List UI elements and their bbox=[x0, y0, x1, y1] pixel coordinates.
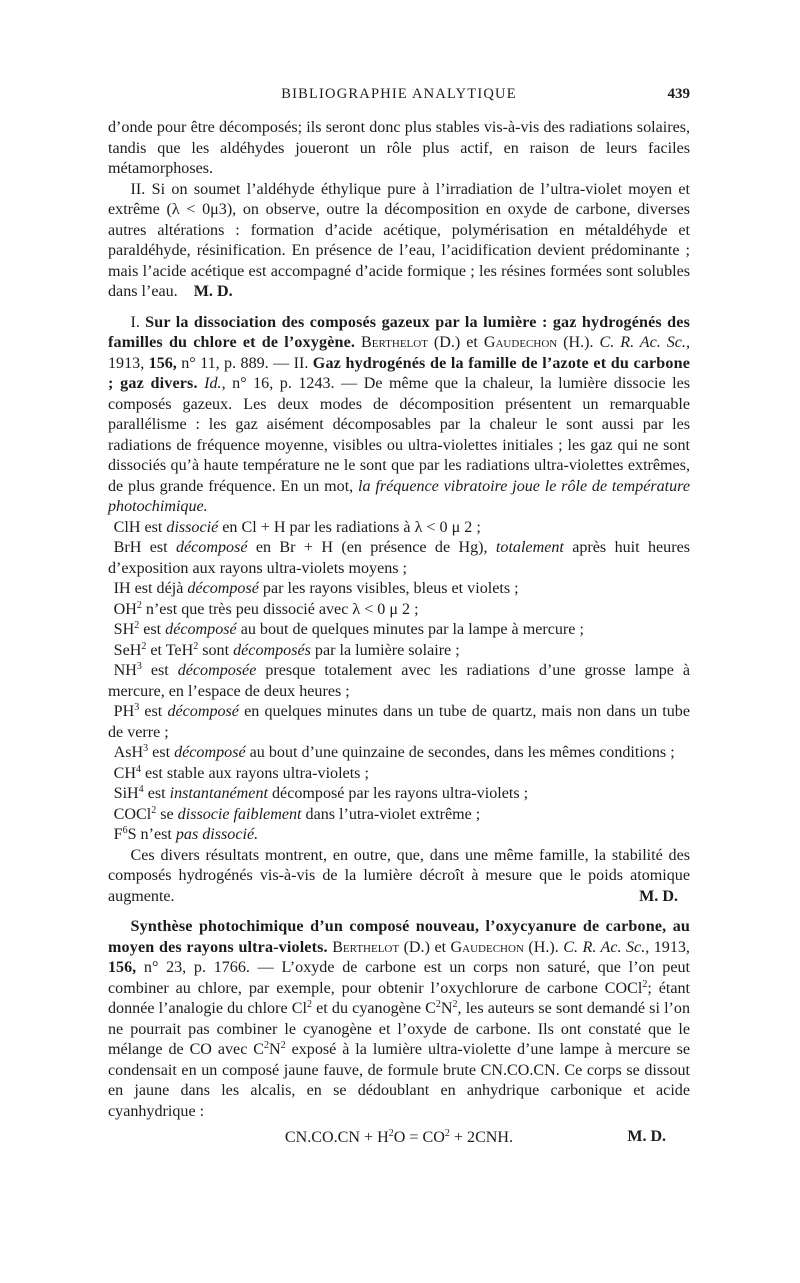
chemical-equation: $CN.CO.CN + H^2O = CO^2 + 2CNH$. M. D. bbox=[108, 1128, 690, 1149]
journal-name: C. R. Ac. Sc., bbox=[563, 938, 650, 956]
volume-number: 156, bbox=[148, 354, 177, 372]
list-item: ClH est dissocié en Cl + H par les radiations à λ < 0 μ 2 ; bbox=[113, 518, 481, 536]
signature: M. D. bbox=[193, 283, 233, 300]
page-body bbox=[108, 118, 690, 1149]
article-1-conclusion: Ces divers résultats montrent, en outre, que, dans une même famille, la stabilité des composés hydrogénés vis-à-vis de la lumière décroît à mesure que le poids atomique augmente. M. D. bbox=[108, 846, 690, 908]
list-item: SiH$^4$ est instantanément décomposé par les rayons ultra-violets ; bbox=[113, 784, 529, 802]
signature: M. D. bbox=[639, 887, 678, 905]
intro-paragraph-2: II. Si on soumet l’aldéhyde éthylique pure à l’irradiation de l’ultra-violet moyen et extrême (λ < 0μ3), on observe, outre la décomposition en oxyde de carbone, diverses autres altérations : formation d’acide acétique, polymérisation en métaldéhyde et paraldéhyde, résinification. En présence de l’eau, l’acidification devient prédominante ; mais l’acide acétique est accompagné d’acide formique ; les résines formées sont solubles dans l’eau. M. D. bbox=[108, 180, 690, 300]
list-item: SeH$^2$ et TeH$^2$ sont décomposés par la lumière solaire ; bbox=[113, 640, 460, 659]
list-item: $SH^2$ est décomposé au bout de quelques minutes par la lampe à mercure ; bbox=[113, 620, 584, 638]
running-title: BIBLIOGRAPHIE ANALYTIQUE bbox=[281, 86, 517, 102]
page-number: 439 bbox=[667, 86, 690, 102]
list-item: COCl$^2$ se dissocie faiblement dans l’utra-violet extrême ; bbox=[113, 804, 481, 823]
list-item: $PH^3$ est décomposé en quelques minutes dans un tube de quartz, mais non dans un tube de verre ; bbox=[108, 702, 690, 741]
author-name: Gaudechon bbox=[483, 334, 558, 351]
page-header bbox=[108, 86, 690, 110]
list-item: $F^6S$ n’est pas dissocié. bbox=[113, 825, 259, 843]
article-2-title: Synthèse photochimique d’un composé nouveau, l’oxycyanure de carbone, au moyen des rayons ultra-violets. bbox=[108, 918, 690, 956]
list-item: AsH$^3$ est décomposé au bout d’une quinzaine de secondes, dans les mêmes conditions ; bbox=[113, 743, 675, 761]
list-item: $NH^3$ est décomposée presque totalement avec les radiations d’une grosse lampe à mercure, en l’espace de deux heures ; bbox=[108, 661, 691, 700]
article-1-body: De même que la chaleur, la lumière dissocie les composés gazeux. Les deux modes de décomposition présentent un remarquable parallélisme : les gaz aisément décomposables par la chaleur le sont aussi par les radiations de fréquence moyenne, visibles ou ultra-violettes initiales ; les gaz qui ne sont dissociés qu’à haute température ne le sont que par les radiations ultra-violettes extrêmes, de plus grande fréquence. En un mot, bbox=[108, 375, 691, 495]
list-item: BrH est décomposé en Br + H (en présence de Hg), totalement après huit heures d’exposition aux rayons ultra-violets moyens ; bbox=[108, 539, 690, 577]
volume-number: 156, bbox=[108, 959, 137, 976]
list-item: IH est déjà décomposé par les rayons visibles, bleus et violets ; bbox=[113, 580, 519, 597]
article-1-title-2: Gaz hydrogénés de la famille de l’azote et du carbone ; gaz divers. bbox=[108, 354, 690, 392]
author-name: Berthelot bbox=[332, 938, 400, 956]
list-item: $OH^2$ n’est que très peu dissocié avec λ < 0 μ 2 ; bbox=[113, 599, 419, 618]
intro-paragraph-1: d’onde pour être décomposés; ils seront donc plus stables vis-à-vis des radiations solaires, tandis que les aldéhydes joueront un rôle plus actif, en raison de leurs faciles métamorphoses. bbox=[108, 119, 690, 177]
article-1-emphasis: la fréquence vibratoire joue le rôle de température photochimique. bbox=[108, 477, 690, 515]
author-name: Gaudechon bbox=[450, 938, 524, 956]
article-2: Synthèse photochimique d’un composé nouveau, l’oxycyanure de carbone, au moyen des rayons ultra-violets. Berthelot (D.) et Gaudechon (H.). C. R. Ac. Sc., 1913, 156, n° 23, p. 1766. — L’oxyde de carbone est un corps non saturé, que l’on peut combiner au chlore, par exemple, pour obtenir l’oxychlorure de carbone COCl$^2$; étant donnée l’analogie du chlore Cl$^2$ et du cyanogène $C^2N^2$, les auteurs se sont demandé si l’on ne pourrait pas combiner le cyanogène et l’oxyde de carbone. Ils ont constaté que le mélange de CO avec $C^2N^2$ exposé à la lumière ultra-violette d’une lampe à mercure se condensait en un composé jaune fauve, de formule brute CN.CO.CN. Ce corps se dissout en jaune dans les alcalis, en se dédoublant en anhydrique carbonique et acide cyanhydrique : bbox=[108, 918, 690, 1120]
signature: M. D. bbox=[627, 1128, 666, 1145]
journal-name: C. R. Ac. Sc., bbox=[599, 334, 690, 351]
list-item: $CH^4$ est stable aux rayons ultra-violets ; bbox=[113, 763, 369, 782]
author-name: Berthelot bbox=[361, 334, 428, 351]
article-1-title-1: Sur la dissociation des composés gazeux par la lumière : gaz hydrogénés des familles du chlore et de l’oxygène. bbox=[108, 313, 690, 351]
article-1-heading: I. Sur la dissociation des composés gazeux par la lumière : gaz hydrogénés des familles du chlore et de l’oxygène. Berthelot (D.) et Gaudechon (H.). C. R. Ac. Sc., 1913, 156, n° 11, p. 889. — II. Gaz hydrogénés de la famille de l’azote et du carbone ; gaz divers. Id., n° 16, p. 1243. — De même que la chaleur, la lumière dissocie les composés gazeux. Les deux modes de décomposition présentent un remarquable parallélisme : les gaz aisément décomposables par la chaleur le sont aussi par les radiations de fréquence moyenne, visibles ou ultra-violettes initiales ; les gaz qui ne sont dissociés qu’à haute température ne le sont que par les radiations ultra-violettes extrêmes, de plus grande fréquence. En un mot, la fréquence vibratoire joue le rôle de température photochimique. bbox=[108, 313, 691, 515]
